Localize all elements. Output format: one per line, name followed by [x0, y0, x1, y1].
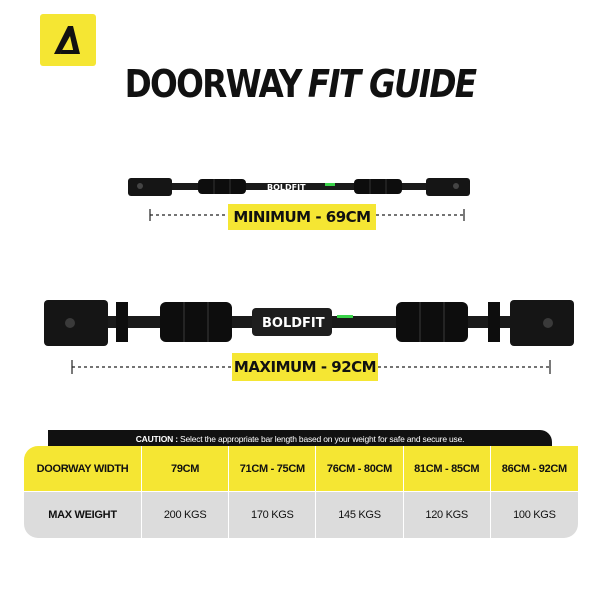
minimum-width-label: MINIMUM - 69CM: [228, 204, 376, 230]
header-cell: 79CM: [142, 446, 229, 491]
table-row: [24, 492, 578, 538]
table-header-row: [24, 446, 578, 492]
caution-text: Select the appropriate bar length based on your weight for safe and secure use.: [180, 434, 465, 444]
table-cell: 200 KGS: [142, 492, 229, 538]
header-cell: 86CM - 92CM: [491, 446, 578, 491]
header-cell: 76CM - 80CM: [316, 446, 403, 491]
table-cell: MAX WEIGHT: [24, 492, 142, 538]
header-cell: DOORWAY WIDTH: [24, 446, 142, 491]
table-cell: 170 KGS: [229, 492, 316, 538]
min-bar-brand: BOLDFIT: [267, 183, 306, 192]
title-italic: FIT GUIDE: [307, 62, 476, 106]
maximum-width-label: MAXIMUM - 92CM: [232, 353, 378, 381]
table-cell: 100 KGS: [491, 492, 578, 538]
header-cell: 71CM - 75CM: [229, 446, 316, 491]
max-bar-brand: BOLDFIT: [262, 316, 325, 331]
table-cell: 145 KGS: [316, 492, 403, 538]
caution-prefix: CAUTION :: [135, 434, 178, 444]
fit-table: [24, 446, 578, 538]
title-bold: DOORWAY: [124, 62, 301, 106]
table-cell: 120 KGS: [404, 492, 491, 538]
header-cell: 81CM - 85CM: [404, 446, 491, 491]
